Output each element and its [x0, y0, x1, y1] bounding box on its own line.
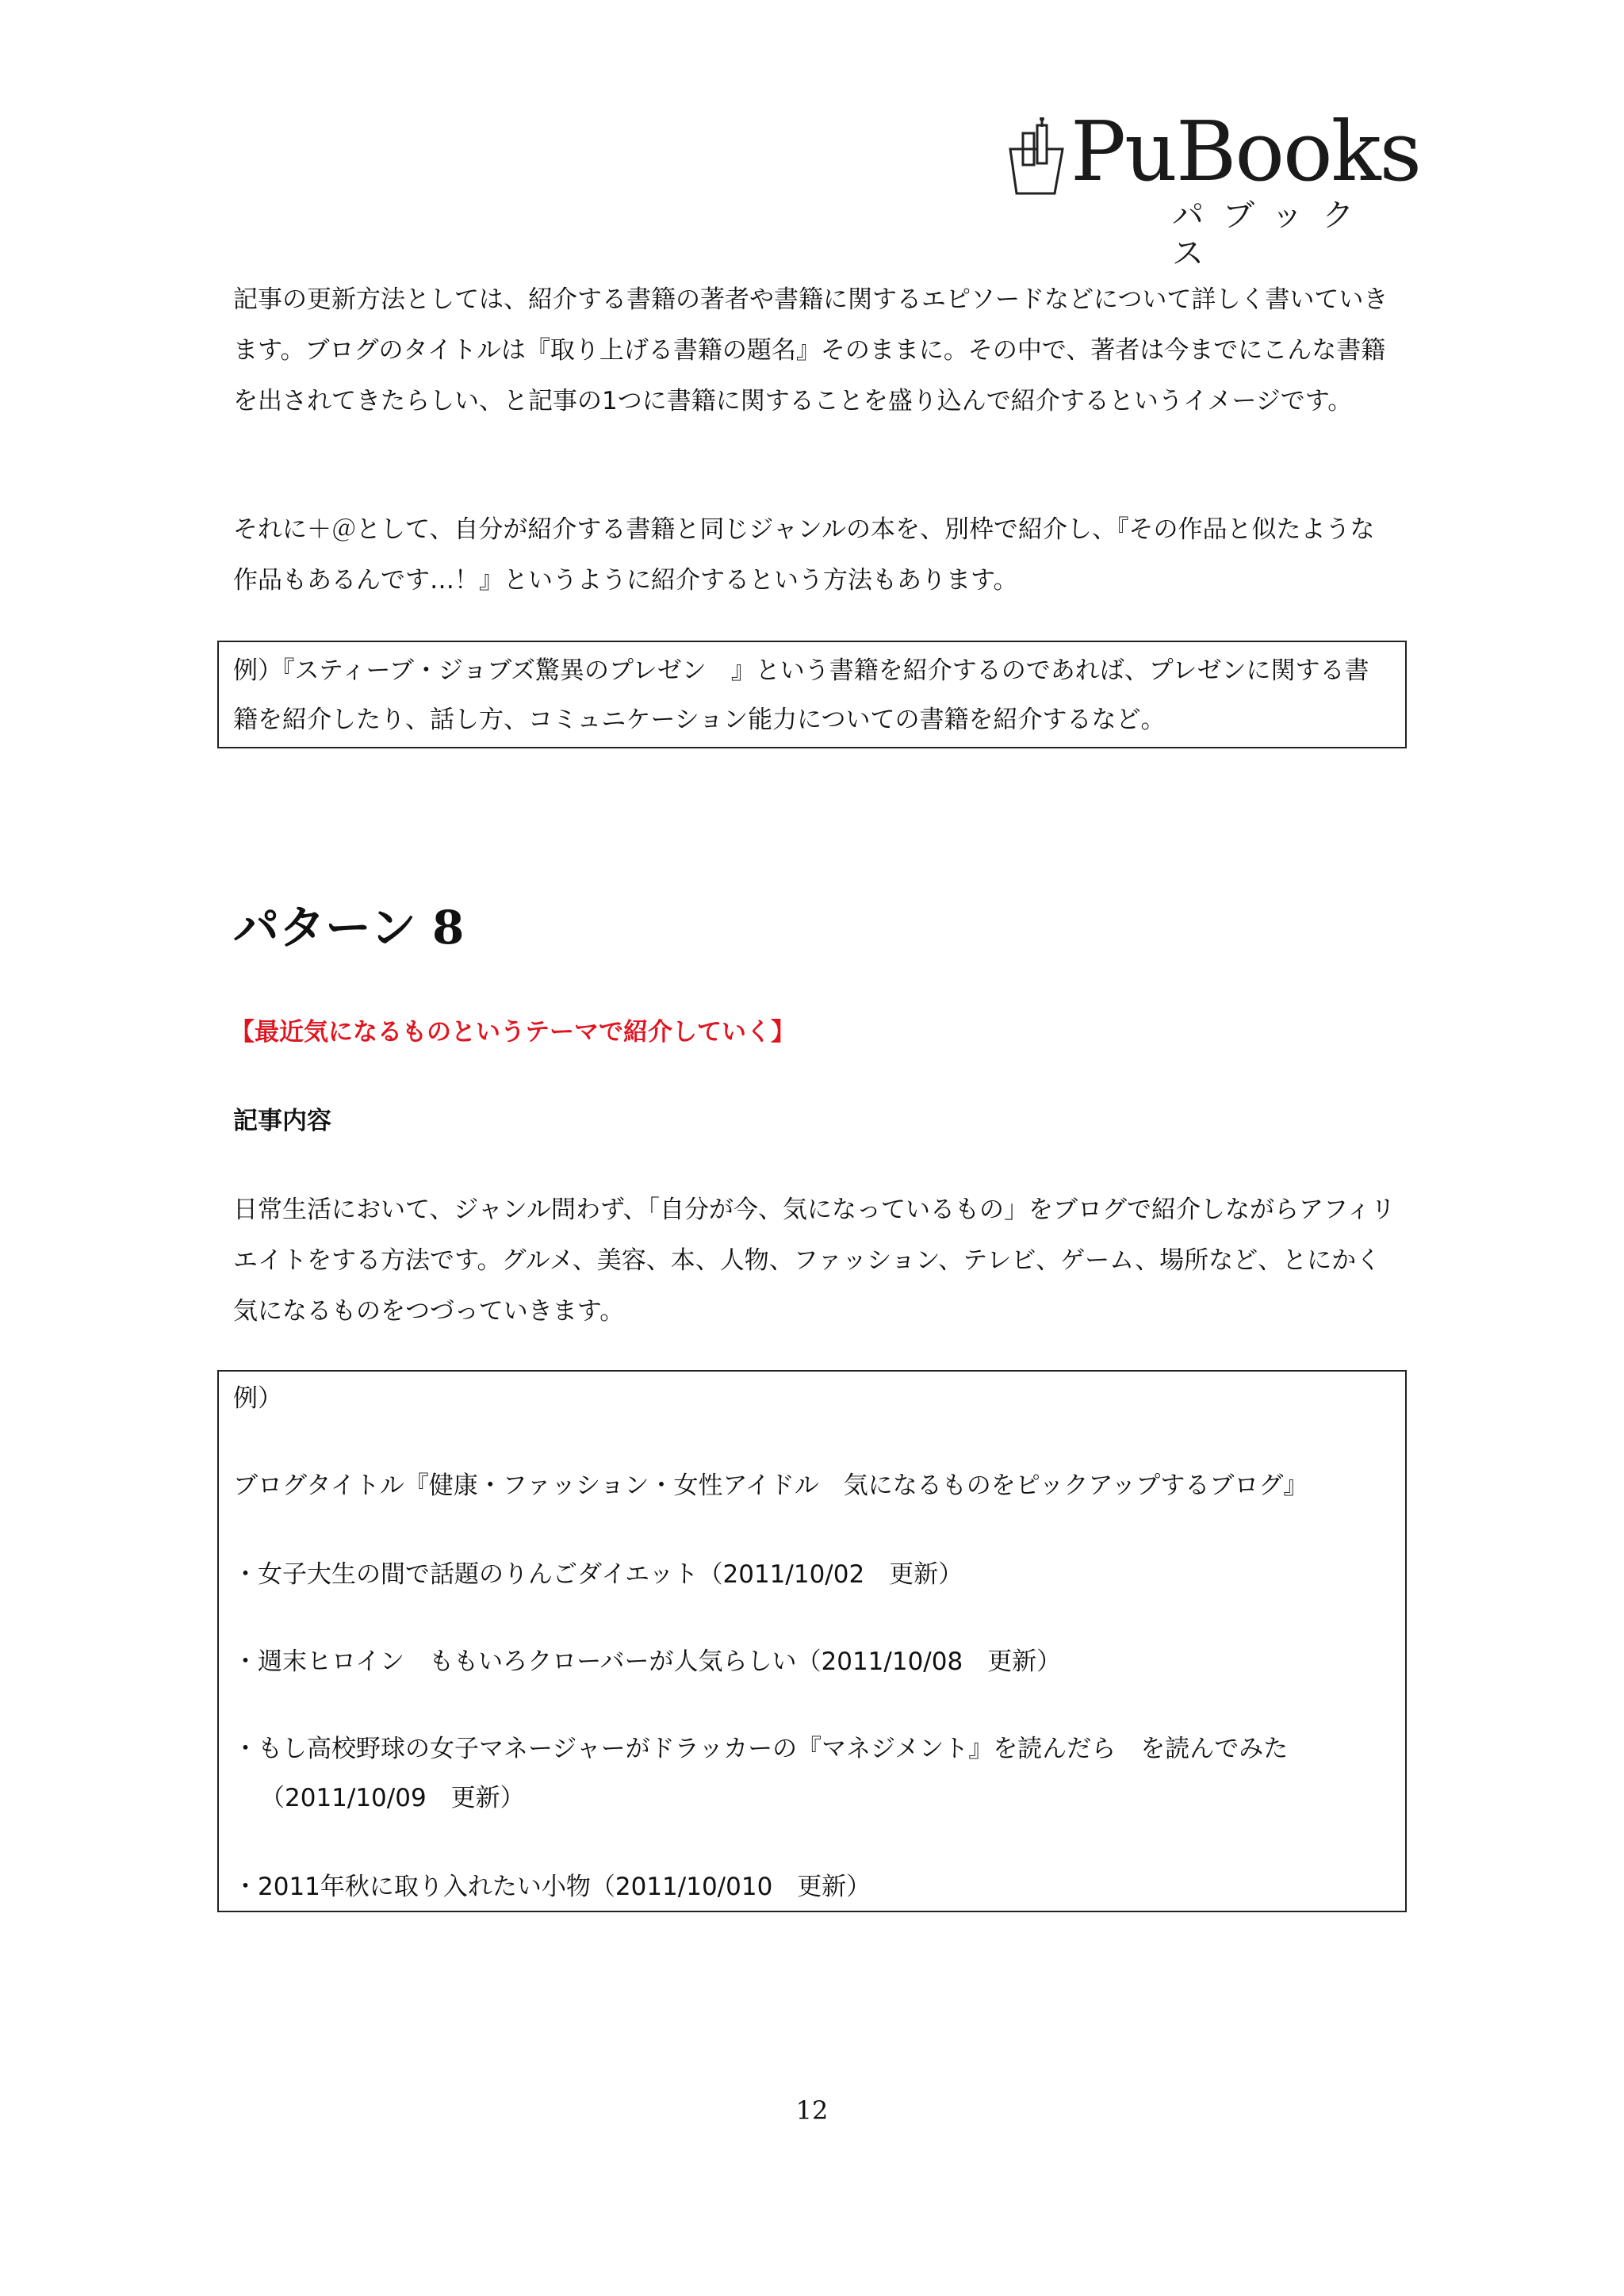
example-2-label: 例） [233, 1384, 282, 1413]
list-item: ・週末ヒロイン ももいろクローバーが人気らしい（2011/10/08 更新） [233, 1647, 1062, 1676]
intro-paragraph-1: 記事の更新方法としては、紹介する書籍の著者や書籍に関するエピソードなどについて詳しく書いていきます。ブログのタイトルは『取り上げる書籍の題名』そのままに。その中で、著者は今までにこんな書籍を出されてきたらしい、と記事の1つに書籍に関することを盛り込んで紹介するというイメージです。 [233, 285, 1388, 415]
pattern-theme: 【最近気になるものというテーマで紹介していく】 [230, 1018, 795, 1047]
logo-kana: パブックス [1172, 197, 1373, 272]
list-item-continuation: （2011/10/09 更新） [260, 1784, 525, 1812]
example-1-line-1: 例）『スティーブ・ジョブズ驚異のプレゼン 』という書籍を紹介するのであれば、プレゼンに関する書 [233, 656, 1369, 685]
list-item: ・女子大生の間で話題のりんごダイエット（2011/10/02 更新） [233, 1560, 963, 1589]
content-label: 記事内容 [233, 1107, 331, 1135]
pubooks-logo [1005, 103, 1420, 272]
list-item: ・もし高校野球の女子マネージャーがドラッカーの『マネジメント』を読んだら を読んでみた [233, 1735, 1289, 1763]
logo-wordmark: PuBooks [1071, 103, 1420, 200]
list-item: ・2011年秋に取り入れたい小物（2011/10/010 更新） [233, 1873, 871, 1901]
intro-paragraph-2: それに＋＠として、自分が紹介する書籍と同じジャンルの本を、別枠で紹介し、『その作品と似たような作品もあるんです…！』というように紹介するという方法もあります。 [233, 515, 1375, 595]
page-number: 12 [795, 2095, 829, 2126]
pattern-description: 日常生活において、ジャンル問わず、「自分が今、気になっているもの」をブログで紹介しながらアフィリエイトをする方法です。グルメ、美容、本、人物、ファッション、テレビ、ゲーム、場所など、とにかく気になるものをつづっていきます。 [233, 1196, 1396, 1326]
example-box-1 [217, 641, 1407, 748]
example-1-line-2: 籍を紹介したり、話し方、コミュニケーション能力についての書籍を紹介するなど。 [233, 706, 1166, 734]
pattern-heading: パターン 8 [233, 901, 465, 955]
book-bag-icon [1005, 117, 1067, 197]
example-2-blog-title: ブログタイトル『健康・ファッション・女性アイドル 気になるものをピックアップするブログ』 [233, 1471, 1308, 1500]
example-box-2 [217, 1370, 1407, 1912]
